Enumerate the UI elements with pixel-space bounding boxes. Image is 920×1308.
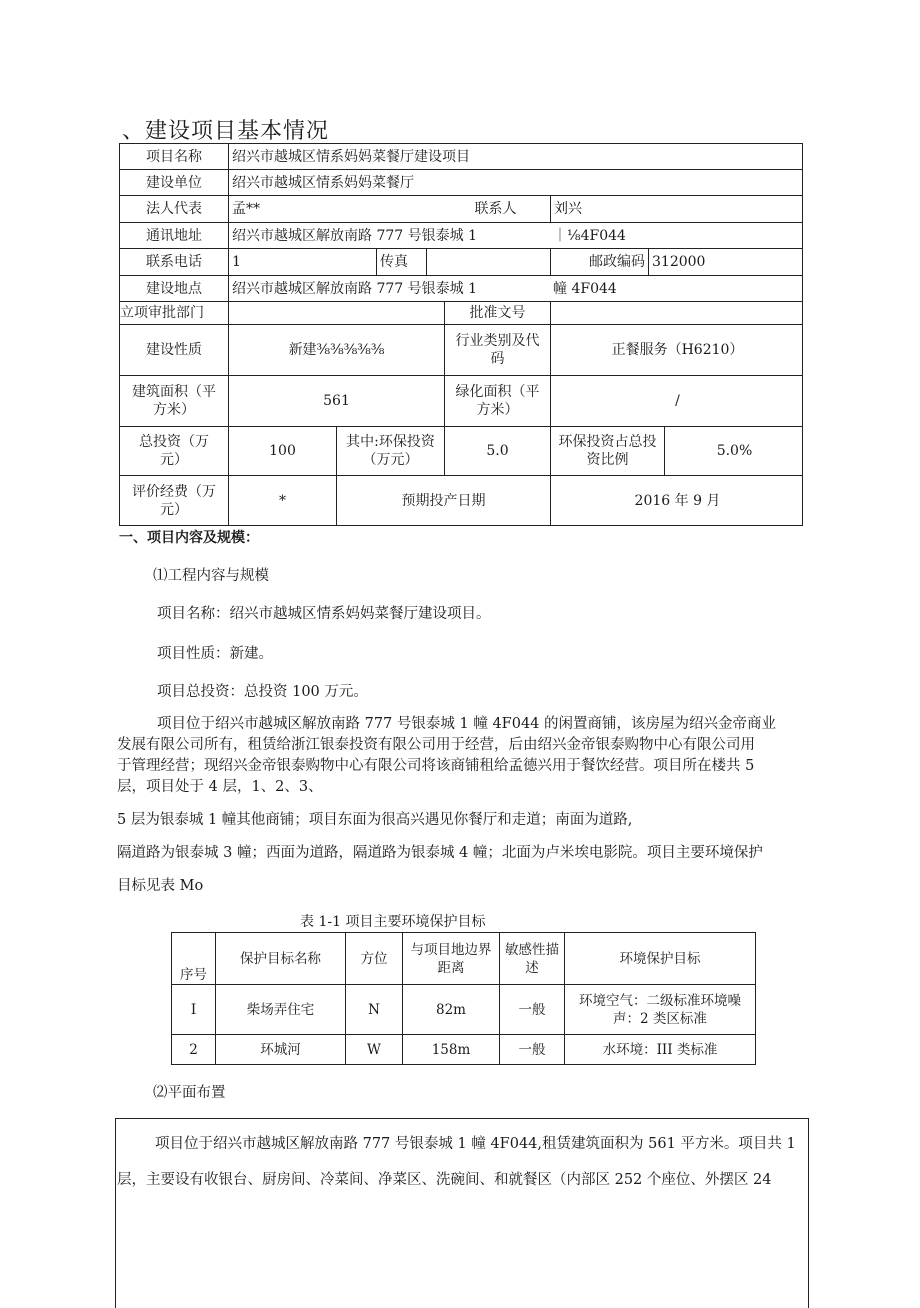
value-site-tail: 幢 4F044 <box>553 280 617 297</box>
value-fax <box>426 249 550 275</box>
value-area: 561 <box>228 376 444 426</box>
label-env-invest <box>336 427 444 475</box>
paragraph-location-line6: 隔道路为银泰城 3 幢；西面为道路，隔道路为银泰城 4 幢；北面为卢米埃电影院。项目主要环境保护 <box>117 845 763 861</box>
table-row <box>119 143 803 169</box>
label-date: 预期投产日期 <box>336 476 550 525</box>
table-row <box>172 985 756 1035</box>
table-row <box>172 1035 756 1065</box>
header-distance: 与项目地边界距离 <box>403 933 500 985</box>
label-address: 通讯地址 <box>146 227 202 244</box>
label-invest <box>120 427 228 475</box>
subsection-2-title: ⑵平面布置 <box>153 1085 226 1101</box>
paragraph-location-line7: 目标见表 Mo <box>117 878 204 894</box>
paragraph-location-line1: 项目位于绍兴市越城区解放南路 777 号银泰城 1 幢 4F044 的闲置商铺，该房屋为绍兴金帝商业 <box>157 716 777 732</box>
cell-env-target: 环境空气：二级标准环境噪声：2 类区标准 <box>565 985 756 1035</box>
header-env-target: 环境保护目标 <box>565 933 756 985</box>
cell-index: I <box>172 985 216 1035</box>
value-nature: 新建⅜⅜⅜⅜⅜ <box>228 325 444 375</box>
label-area <box>120 376 228 426</box>
value-fee: * <box>228 476 336 525</box>
cell-target-name: 环城河 <box>216 1035 346 1065</box>
table-row <box>119 169 803 195</box>
header-index: 序号 <box>172 933 216 985</box>
label-area-line1: 建筑面积（平 <box>132 384 216 400</box>
header-target-name: 保护目标名称 <box>216 933 346 985</box>
cell-direction: N <box>346 985 403 1035</box>
section1-title: 一、项目内容及规模： <box>119 530 259 546</box>
subsection-1-title: ⑴工程内容与规模 <box>153 568 269 584</box>
label-invest-line2: 元） <box>160 452 188 468</box>
paragraph-location-line4: 层，项目处于 4 层，1、2、3、 <box>117 779 323 795</box>
cell-distance: 158m <box>403 1035 500 1065</box>
label-phone: 联系电话 <box>146 254 202 270</box>
label-industry-line2: 码 <box>490 351 505 367</box>
value-ratio: 5.0% <box>664 427 804 475</box>
label-ratio-line2: 资比例 <box>586 452 629 468</box>
value-project-name: 绍兴市越城区情系妈妈菜餐厅建设项目 <box>228 144 804 169</box>
label-approval-dept: 立项审批部门 <box>120 305 204 321</box>
label-green <box>444 376 550 426</box>
value-unit: 绍兴市越城区情系妈妈菜餐厅 <box>228 170 804 195</box>
table-row <box>119 475 803 525</box>
label-green-line2: 方米） <box>476 402 519 418</box>
cell-distance: 82m <box>403 985 500 1035</box>
value-postcode: 312000 <box>648 249 804 275</box>
table-row <box>119 324 803 375</box>
value-date: 2016 年 9 月 <box>550 476 804 525</box>
value-address-tail: ｜⅛4F044 <box>553 227 626 244</box>
label-unit: 建设单位 <box>146 174 202 191</box>
label-postcode: 邮政编码 <box>550 249 648 275</box>
value-invest: 100 <box>228 427 336 475</box>
label-industry-line1: 行业类别及代 <box>455 333 540 349</box>
table-row <box>119 248 803 275</box>
table-header-row <box>172 933 756 985</box>
table-row <box>119 426 803 475</box>
label-env-invest-line1: 其中:环保投资 <box>346 434 435 450</box>
value-legal: 孟** <box>228 196 550 222</box>
paragraph-layout-line2: 层，主要设有收银台、厨房间、冷菜间、净菜区、洗碗间、和就餐区（内部区 252 个座位、外摆区 24 <box>117 1172 772 1188</box>
cell-env-target: 水环境：III 类标准 <box>565 1035 756 1065</box>
label-ratio <box>550 427 664 475</box>
label-legal: 法人代表 <box>146 201 202 217</box>
cell-direction: W <box>346 1035 403 1065</box>
paragraph-project-name: 项目名称：绍兴市越城区情系妈妈菜餐厅建设项目。 <box>157 606 491 622</box>
paragraph-project-nature: 项目性质：新建。 <box>157 646 273 662</box>
value-address: 绍兴市越城区解放南路 777 号银泰城 1 <box>228 223 550 248</box>
label-approval-no: 批准文号 <box>444 302 550 324</box>
label-contact: 联系人 <box>474 201 517 217</box>
label-area-line2: 方米） <box>153 402 195 418</box>
cell-sensitivity: 一般 <box>500 1035 565 1065</box>
paragraph-location-line5: 5 层为银泰城 1 幢其他商铺；项目东面为很高兴遇见你餐厅和走道；南面为道路, <box>117 812 633 828</box>
header-direction: 方位 <box>346 933 403 985</box>
label-fax: 传真 <box>376 249 426 275</box>
paragraph-location-line2: 发展有限公司所有，租赁给浙江银泰投资有限公司用于经营，后由绍兴金帝银泰购物中心有限公司用 <box>117 737 755 753</box>
value-approval-no <box>550 302 804 324</box>
label-nature: 建设性质 <box>146 342 202 358</box>
label-project-name: 项目名称 <box>146 148 202 165</box>
paragraph-project-invest: 项目总投资：总投资 100 万元。 <box>157 684 368 700</box>
value-green: / <box>550 376 804 426</box>
value-approval-dept <box>228 302 444 324</box>
section-heading: 、建设项目基本情况 <box>122 119 330 144</box>
label-fee-line1: 评价经费（万 <box>132 483 216 500</box>
paragraph-layout-line1: 项目位于绍兴市越城区解放南路 777 号银泰城 1 幢 4F044,租赁建筑面积为 561 平方米。项目共 1 <box>155 1136 796 1152</box>
table-row <box>119 375 803 426</box>
label-fee-line2: 元） <box>160 501 188 518</box>
paragraph-location-line3: 于管理经营；现绍兴金帝银泰购物中心有限公司将该商铺租给孟德兴用于餐饮经营。项目所在楼共 5 <box>117 758 755 774</box>
label-invest-line1: 总投资（万 <box>139 434 209 450</box>
label-env-invest-line2: （万元） <box>362 452 419 468</box>
table-row <box>119 301 803 324</box>
table-row <box>119 275 803 301</box>
label-industry <box>444 325 550 375</box>
value-env-invest: 5.0 <box>444 427 550 475</box>
value-site: 绍兴市越城区解放南路 777 号银泰城 1 <box>228 276 550 301</box>
label-site: 建设地点 <box>146 280 202 297</box>
cell-target-name: 柴场弄住宅 <box>216 985 346 1035</box>
label-fee <box>120 476 228 525</box>
header-sensitivity: 敏感性描述 <box>500 933 565 985</box>
cell-index: 2 <box>172 1035 216 1065</box>
cell-sensitivity: 一般 <box>500 985 565 1035</box>
label-green-line1: 绿化面积（平 <box>455 384 540 400</box>
env-table-caption: 表 1-1 项目主要环境保护目标 <box>300 914 486 930</box>
table-bottom-border <box>119 525 803 526</box>
env-protection-table <box>171 932 756 1065</box>
value-contact: 刘兴 <box>550 196 804 222</box>
table-row <box>119 195 803 222</box>
label-ratio-line1: 环保投资占总投 <box>558 434 657 450</box>
value-phone: 1 <box>228 249 376 275</box>
table-row <box>119 222 803 248</box>
value-industry: 正餐服务（H6210） <box>550 325 804 375</box>
